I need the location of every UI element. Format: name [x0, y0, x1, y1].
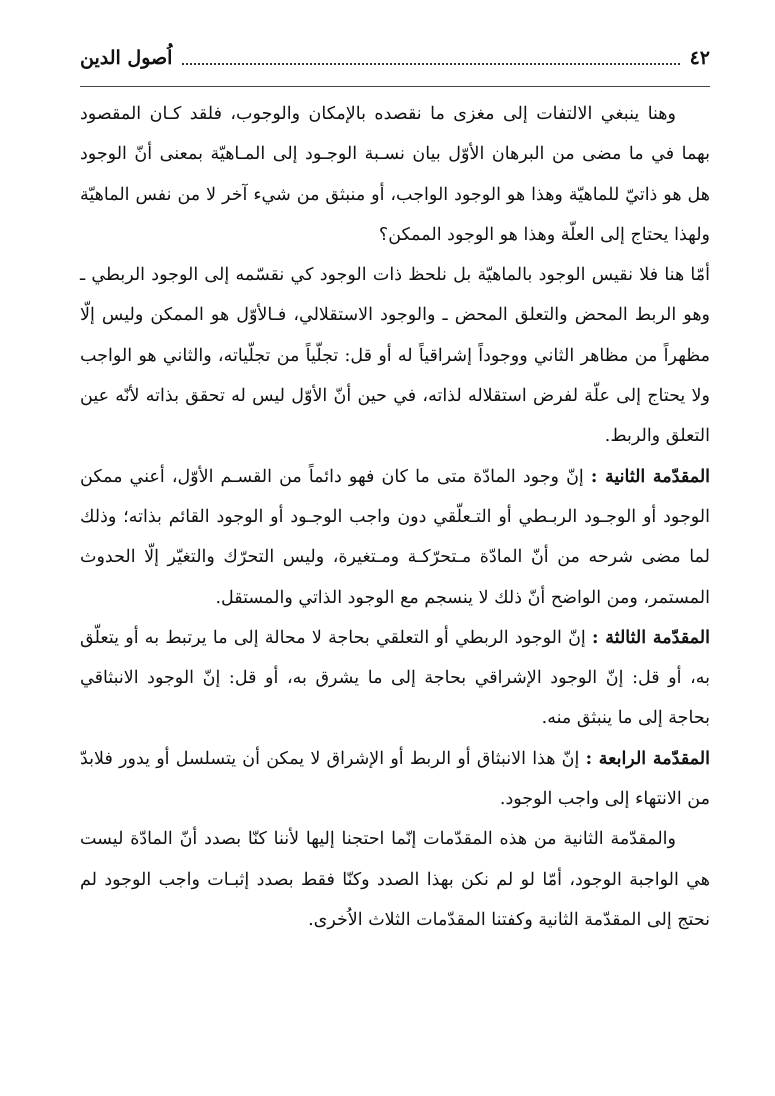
- paragraph-fourth-premise: [80, 739, 710, 820]
- premise-heading: المقدّمة الرابعة :: [585, 748, 710, 769]
- premise-heading: المقدّمة الثالثة :: [592, 627, 710, 648]
- paragraph-conclusion: [80, 819, 710, 940]
- paragraph-text: إنّ الوجود الربطي أو التعلقي بحاجة لا محالة إلى ما يرتبط به أو يتعلّق به، أو قل: إنّ الوجود الإشراقي بحاجة إلى ما يشرق به، أو قل: إنّ الوجود الانبثاقي بحاجة إلى ما ينبثق منه.: [80, 627, 710, 729]
- page-number: ٤٢: [689, 47, 710, 69]
- paragraph-text: والمقدّمة الثانية من هذه المقدّمات إنّما احتجنا إليها لأننا كنّا بصدد أنّ المادّة ليست هي الواجبة الوجود، أمّا لو لم نكن بهذا الصدد وكنّا فقط بصدد إثبـات واجب الوجود لم نحتج إلى المقدّمة الثانية وكفتنا المقدّمات الثلاث الاُخرى.: [80, 829, 710, 930]
- premise-heading: المقدّمة الثانية :: [590, 466, 711, 487]
- paragraph-possibility-necessity: [80, 94, 710, 255]
- paragraph-text: أمّا هنا فلا نقيس الوجود بالماهيّة بل نلحظ ذات الوجود كي نقسّمه إلى الوجود الربطي ـ وهو الربط المحض والتعلق المحض ـ والوجود الاستقلالي، فـالأوّل هو الممكن وليس إلّا مظهراً من مظاهر الثاني ووجوداً إشراقياً له أو قل: تجلّياً من تجلّياته، والثاني هو الواجب ولا يحتاج إلى علّة لفرض استقلاله لذاته، في حين أنّ الأوّل ليس له تحقق بذاته لأنّه عين التعلق والربط.: [80, 265, 710, 447]
- header-divider: [80, 86, 710, 87]
- page-body: [80, 94, 710, 940]
- paragraph-text: وهنا ينبغي الالتفات إلى مغزى ما نقصده بالإمكان والوجوب، فلقد كـان المقصود بهما في ما مضى من البرهان الأوّل بيان نسـبة الوجـود إلى المـاهيّة بمعنى أنّ الوجود هل هو ذاتيّ للماهيّة وهذا هو الوجود الواجب، أو منبثق من شيء آخر لا من نفس الماهيّة ولهذا يحتاج إلى العلّة وهذا هو الوجود الممكن؟: [80, 104, 710, 245]
- running-header: [80, 36, 710, 80]
- paragraph-text: إنّ هذا الانبثاق أو الربط أو الإشراق لا يمكن أن يتسلسل أو يدور فلابدّ من الانتهاء إلى واجب الوجود.: [80, 748, 710, 810]
- paragraph-second-premise: [80, 457, 710, 618]
- paragraph-text: إنّ وجود المادّة متى ما كان فهو دائماً من القسـم الأوّل، أعني ممكن الوجود أو الوجـود الربـطي أو التـعلّقي دون واجب الوجـود أو الوجود القائم بذاته؛ وذلك لما مضى شرحه من أنّ المادّة مـتحرّكـة ومـتغيرة، وليس التحرّك والتغيّر إلّا الحدوث المستمر، ومن الواضح أنّ ذلك لا ينسجم مع الوجود الذاتي والمستقل.: [80, 466, 710, 608]
- paragraph-third-premise: [80, 618, 710, 739]
- paragraph-dependent-existence: [80, 255, 710, 456]
- header-leader-dots: [182, 63, 679, 65]
- book-title: اُصول الدين: [80, 47, 173, 69]
